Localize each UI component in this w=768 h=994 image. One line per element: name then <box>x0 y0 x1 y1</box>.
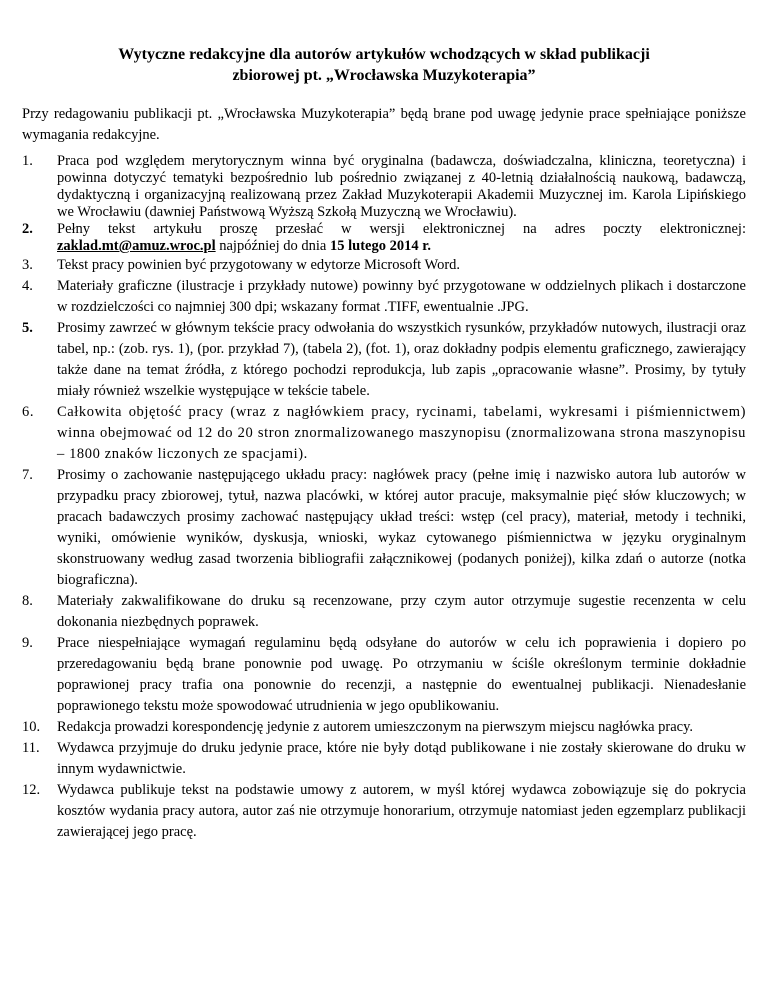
item-text: Prace niespełniające wymagań regulaminu będą odsyłane do autorów w celu ich poprawienia i dopiero po przeredagowaniu będą brane ponownie pod uwagę. Po otrzymaniu w ściśle określonym terminie dokładnie poprawionej pracy trafia ona ponownie do recenzji, a następnie do ewentualnej publikacji. Nienadesłanie poprawionego tekstu może spowodować utrudnienia w jego opublikowaniu. <box>57 635 746 714</box>
list-item <box>22 318 746 402</box>
intro-paragraph: Przy redagowaniu publikacji pt. „Wrocławska Muzykoterapia” będą brane pod uwagę jedynie prace spełniające poniższe wymagania redakcyjne. <box>22 106 746 143</box>
list-item <box>22 255 746 276</box>
item-number: 1. <box>22 153 33 169</box>
list-item <box>22 276 746 318</box>
item-text: Prosimy zawrzeć w głównym tekście pracy odwołania do wszystkich rysunków, przykładów nutowych, ilustracji oraz tabel, np.: (zob. rys. 1), (por. przykład 7), (tabela 2), (fot. 1), oraz dokładny podpis elementu graficznego, zawierający także dane na temat źródła, z którego pochodzi reprodukcja, lub zapis „opracowanie własne”. Prosimy, by tytuły miały również wszelkie występujące w tekście tabele. <box>57 320 746 399</box>
list-item <box>22 591 746 633</box>
item-text: najpóźniej do dnia <box>215 238 330 254</box>
item-text: Całkowita objętość pracy (wraz z nagłówkiem pracy, rycinami, tabelami, wykresami i piśmiennictwem) winna obejmować od 12 do 20 stron znormalizowanego maszynopisu (znormalizowana strona maszynopisu – 1800 znaków liczonych ze spacjami). <box>57 404 746 462</box>
item-number: 11. <box>22 740 40 756</box>
item-number: 7. <box>22 467 33 483</box>
list-item <box>22 221 746 255</box>
item-text: Pełny tekst artykułu proszę przesłać w wersji elektronicznej na adres poczty elektronicznej: <box>57 221 746 237</box>
item-text: Redakcja prowadzi korespondencję jedynie z autorem umieszczonym na pierwszym miejscu nagłówka pracy. <box>57 719 694 735</box>
title-line-2: zbiorowej pt. „Wrocławska Muzykoterapia” <box>232 67 536 84</box>
page-title <box>60 44 708 86</box>
email-link[interactable]: zaklad.mt@amuz.wroc.pl <box>57 238 216 254</box>
item-text: Prosimy o zachowanie następującego układu pracy: nagłówek pracy (pełne imię i nazwisko autora lub autorów w przypadku pracy zbiorowej, tytuł, nazwa placówki, w której autor pracuje, maksymalnie pięć słów kluczowych; w pracach badawczych prosimy zachować następujący układ treści: wstęp (cel pracy), materiał, metody i techniki, wyniki, omówienie wyników, dyskusja, wnioski, wykaz cytowanego piśmiennictwa w języku oryginalnym skonstruowany według zasad tworzenia bibliografii załącznikowej (podanych poniżej), kilka zdań o autorze (notka biograficzna). <box>57 467 746 588</box>
list-item <box>22 402 746 465</box>
list-item <box>22 465 746 591</box>
item-text: Tekst pracy powinien być przygotowany w edytorze Microsoft Word. <box>57 257 461 273</box>
item-number: 6. <box>22 404 35 420</box>
item-number: 3. <box>22 257 33 273</box>
list-item <box>22 717 746 738</box>
list-item <box>22 780 746 843</box>
title-line-1: Wytyczne redakcyjne dla autorów artykułów wchodzących w skład publikacji <box>118 46 650 63</box>
list-item <box>22 738 746 780</box>
item-number: 9. <box>22 635 33 651</box>
list-item <box>22 633 746 717</box>
item-text: Materiały zakwalifikowane do druku są recenzowane, przy czym autor otrzymuje sugestie recenzenta w celu dokonania niezbędnych poprawek. <box>57 593 746 630</box>
item-number: 2. <box>22 221 33 237</box>
item-number: 12. <box>22 782 41 798</box>
item-number: 4. <box>22 278 33 294</box>
item-number: 8. <box>22 593 33 609</box>
item-text: Materiały graficzne (ilustracje i przykłady nutowe) powinny być przygotowane w oddzielnych plikach i dostarczone w rozdzielczości co najmniej 300 dpi; wskazany format .TIFF, ewentualnie .JPG. <box>57 278 746 315</box>
deadline-date: 15 lutego 2014 r. <box>329 238 431 254</box>
item-number: 5. <box>22 320 33 336</box>
guidelines-list <box>22 153 746 843</box>
item-text: Wydawca publikuje tekst na podstawie umowy z autorem, w myśl której wydawca zobowiązuje się do pokrycia kosztów wydania pracy autora, autor zaś nie otrzymuje honorarium, otrzymuje natomiast jeden egzemplarz publikacji zawierającej jego pracę. <box>57 782 746 840</box>
list-item <box>22 153 746 221</box>
item-number: 10. <box>22 719 41 735</box>
item-text: Praca pod względem merytorycznym winna być oryginalna (badawcza, doświadczalna, kliniczna, teoretyczna) i powinna dotyczyć tematyki bezpośrednio lub pośrednio związanej z 40-letnią działalnością naukową, badawczą, dydaktyczną i organizacyjną realizowaną przez Zakład Muzykoterapii Akademii Muzycznej im. Karola Lipińskiego we Wrocławiu (dawniej Państwową Wyższą Szkołą Muzyczną we Wrocławiu). <box>57 153 746 220</box>
item-text: Wydawca przyjmuje do druku jedynie prace, które nie były dotąd publikowane i nie zostały skierowane do druku w innym wydawnictwie. <box>57 740 746 777</box>
